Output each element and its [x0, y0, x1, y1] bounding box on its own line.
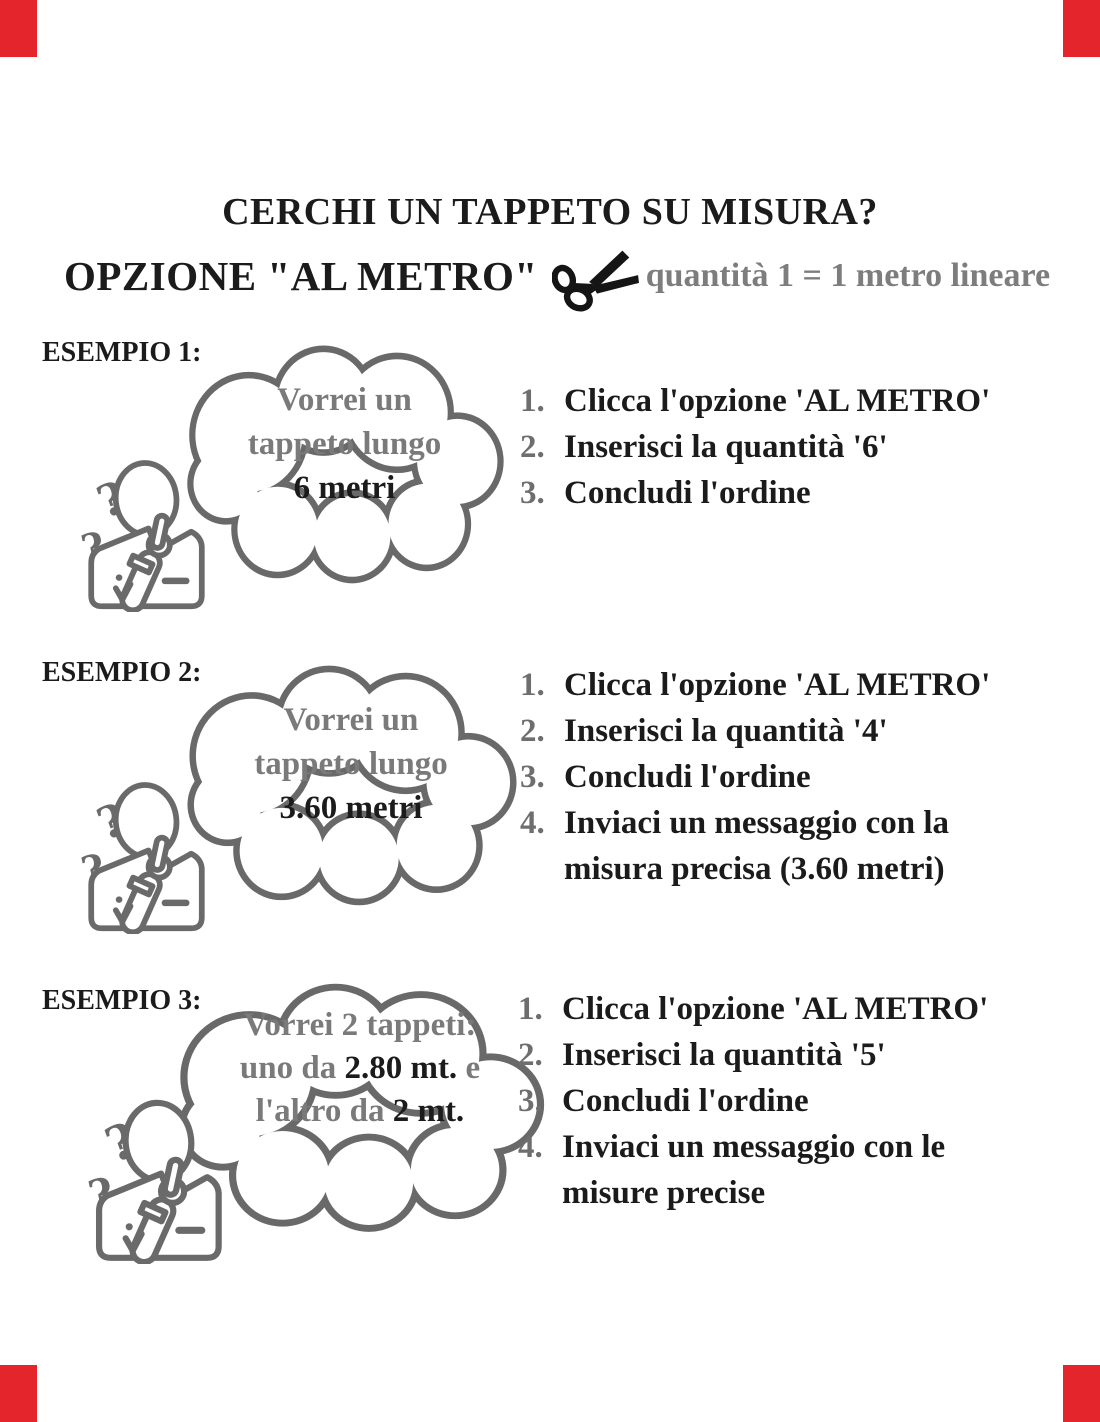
step-number: 2. [518, 1037, 543, 1073]
step-number: 2. [520, 713, 545, 749]
thought-bubble [182, 662, 520, 917]
example-label: ESEMPIO 3: [42, 985, 202, 1016]
step-text: Clicca l'opzione 'AL METRO' [564, 667, 991, 703]
step-item [520, 662, 1095, 708]
option-heading: OPZIONE "AL METRO" [64, 253, 538, 299]
step-number: 4. [520, 805, 545, 841]
step-item [520, 470, 1095, 516]
step-number: 2. [520, 429, 545, 465]
step-number: 3. [520, 759, 545, 795]
step-text: Inserisci la quantità '5' [562, 1037, 886, 1073]
corner-mark [1063, 0, 1100, 57]
bubble-line: Vorrei un [283, 702, 419, 738]
scissors-icon [552, 246, 640, 312]
step-item [518, 1032, 1093, 1078]
step-item [518, 1078, 1093, 1124]
bubble-line: uno da 2.80 mt. e [239, 1050, 481, 1086]
steps-list [518, 986, 1093, 1216]
example-1-section [0, 330, 1100, 650]
step-text: Inviaci un messaggio con la [564, 805, 950, 841]
step-item [518, 986, 1093, 1032]
step-text: Inviaci un messaggio con le [562, 1129, 946, 1165]
bubble-line: tappeto lungo [254, 746, 448, 782]
thought-bubble [182, 342, 507, 595]
bubble-line: l'altro da 2 mt. [255, 1093, 465, 1129]
option-row [64, 238, 1050, 314]
option-note: quantità 1 = 1 metro lineare [645, 257, 1051, 294]
page-title: CERCHI UN TAPPETO SU MISURA? [222, 191, 878, 233]
step-text: misura precisa (3.60 metri) [564, 851, 945, 887]
step-text: Inserisci la quantità '4' [564, 713, 888, 749]
step-number: 3. [518, 1083, 543, 1119]
thinking-person-icon [66, 440, 218, 612]
step-item-continuation [518, 1170, 1093, 1216]
step-text: Concludi l'ordine [564, 759, 811, 795]
corner-mark [0, 0, 37, 57]
step-text: misure precise [562, 1175, 766, 1211]
example-label: ESEMPIO 2: [42, 657, 202, 688]
step-item-continuation [520, 846, 1095, 892]
thinking-person-icon [70, 1078, 238, 1264]
step-item [518, 1124, 1093, 1170]
step-number: 1. [520, 383, 545, 419]
bubble-line: Vorrei 2 tappeti: [243, 1007, 477, 1043]
bubble-text [182, 662, 520, 917]
bubble-text [182, 342, 507, 595]
corner-mark [1063, 1365, 1100, 1422]
step-text: Clicca l'opzione 'AL METRO' [562, 991, 989, 1027]
steps-list [520, 662, 1095, 892]
step-number: 3. [520, 475, 545, 511]
example-2-section [0, 650, 1100, 978]
step-number: 1. [518, 991, 543, 1027]
step-number: 4. [518, 1129, 543, 1165]
example-label: ESEMPIO 1: [42, 337, 202, 368]
step-number: 1. [520, 667, 545, 703]
step-text: Inserisci la quantità '6' [564, 429, 888, 465]
steps-list [520, 378, 1095, 516]
bubble-line: 6 metri [293, 470, 396, 506]
step-item [520, 754, 1095, 800]
step-item [520, 424, 1095, 470]
thinking-person-icon [66, 762, 218, 934]
bubble-line: 3.60 metri [279, 790, 423, 826]
step-text: Clicca l'opzione 'AL METRO' [564, 383, 991, 419]
step-item [520, 378, 1095, 424]
bubble-line: Vorrei un [277, 382, 412, 418]
bubble-line: tappeto lungo [247, 426, 442, 462]
step-item [520, 708, 1095, 754]
step-text: Concludi l'ordine [564, 475, 811, 511]
example-3-section [0, 978, 1100, 1310]
corner-mark [0, 1365, 37, 1422]
step-item [520, 800, 1095, 846]
step-text: Concludi l'ordine [562, 1083, 809, 1119]
